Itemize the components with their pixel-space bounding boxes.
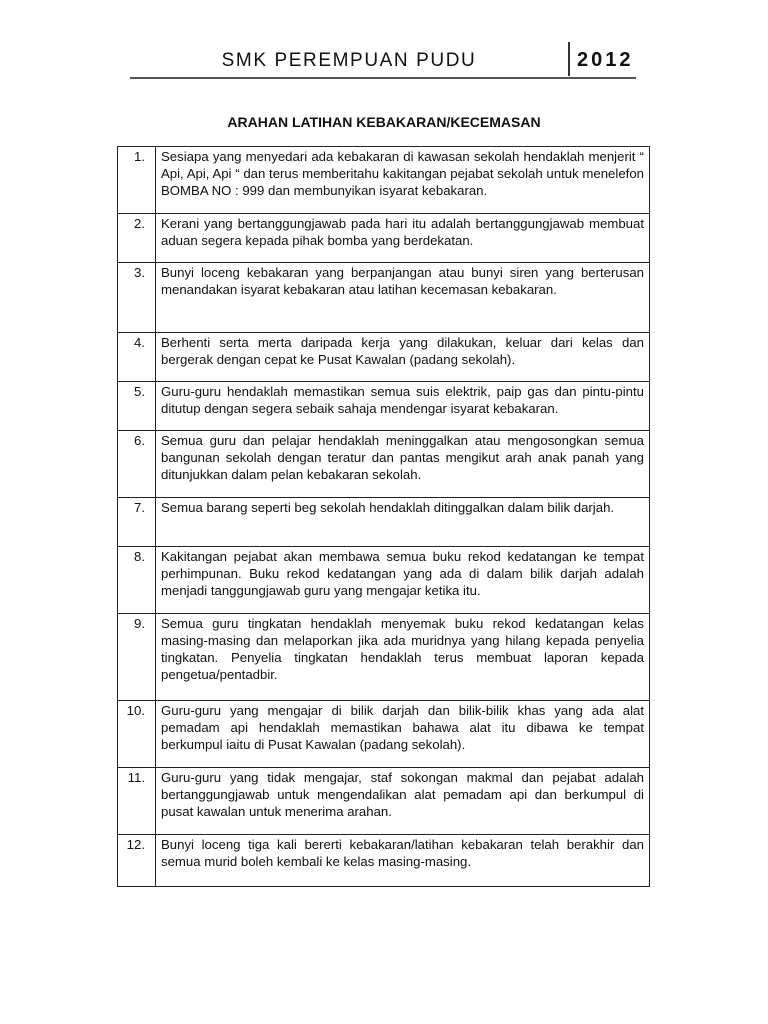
item-text: Semua barang seperti beg sekolah hendaklah ditinggalkan dalam bilik darjah.: [156, 498, 650, 547]
item-number: 8.: [118, 547, 156, 614]
instructions-table: [117, 146, 650, 887]
item-number: 2.: [118, 214, 156, 263]
page-header: [130, 40, 636, 80]
table-row: [118, 147, 650, 214]
header-divider: [568, 42, 570, 76]
table-row: [118, 701, 650, 768]
table-row: [118, 614, 650, 701]
table-row: [118, 835, 650, 887]
table-row: [118, 431, 650, 498]
item-number: 7.: [118, 498, 156, 547]
table-row: [118, 333, 650, 382]
item-text: Bunyi loceng kebakaran yang berpanjangan atau bunyi siren yang berterusan menandakan isyarat kebakaran atau latihan kecemasan kebakaran.: [156, 263, 650, 333]
item-number: 10.: [118, 701, 156, 768]
item-number: 9.: [118, 614, 156, 701]
table-row: [118, 263, 650, 333]
table-row: [118, 214, 650, 263]
item-text: Guru-guru yang tidak mengajar, staf sokongan makmal dan pejabat adalah bertanggungjawab untuk mengendalikan alat pemadam api dan berkumpul di pusat kawalan untuk menerima arahan.: [156, 768, 650, 835]
item-text: Berhenti serta merta daripada kerja yang dilakukan, keluar dari kelas dan bergerak dengan cepat ke Pusat Kawalan (padang sekolah).: [156, 333, 650, 382]
item-text: Guru-guru yang mengajar di bilik darjah dan bilik-bilik khas yang ada alat pemadam api hendaklah memastikan bahawa alat itu dibawa ke tempat berkumpul iaitu di Pusat Kawalan (padang sekolah).: [156, 701, 650, 768]
table-row: [118, 382, 650, 431]
item-number: 3.: [118, 263, 156, 333]
item-text: Semua guru tingkatan hendaklah menyemak buku rekod kedatangan kelas masing-masing dan melaporkan jika ada muridnya yang hilang kepada penyelia tingkatan. Penyelia tingkatan hendaklah terus membuat laporan kepada pengetua/pentadbir.: [156, 614, 650, 701]
item-text: Guru-guru hendaklah memastikan semua suis elektrik, paip gas dan pintu-pintu ditutup dengan segera sebaik sahaja mendengar isyarat kebakaran.: [156, 382, 650, 431]
table-row: [118, 768, 650, 835]
item-number: 11.: [118, 768, 156, 835]
document-title: ARAHAN LATIHAN KEBAKARAN/KECEMASAN: [227, 114, 541, 130]
item-number: 4.: [118, 333, 156, 382]
header-year: 2012: [577, 49, 634, 71]
header-underline: [130, 77, 636, 79]
item-text: Kakitangan pejabat akan membawa semua buku rekod kedatangan ke tempat perhimpunan. Buku rekod kedatangan yang ada di dalam bilik darjah adalah menjadi tanggungjawab guru yang mengajar ketika itu.: [156, 547, 650, 614]
table-row: [118, 498, 650, 547]
item-text: Kerani yang bertanggungjawab pada hari itu adalah bertanggungjawab membuat aduan segera kepada pihak bomba yang berdekatan.: [156, 214, 650, 263]
school-name: SMK PEREMPUAN PUDU: [221, 50, 477, 71]
item-number: 6.: [118, 431, 156, 498]
item-text: Sesiapa yang menyedari ada kebakaran di kawasan sekolah hendaklah menjerit “ Api, Api, Api “ dan terus memberitahu kakitangan pejabat sekolah untuk menelefon BOMBA NO : 999 dan membunyikan isyarat kebakaran.: [156, 147, 650, 214]
table-row: [118, 547, 650, 614]
item-number: 12.: [118, 835, 156, 887]
item-number: 5.: [118, 382, 156, 431]
item-number: 1.: [118, 147, 156, 214]
item-text: Bunyi loceng tiga kali bererti kebakaran/latihan kebakaran telah berakhir dan semua murid boleh kembali ke kelas masing-masing.: [156, 835, 650, 887]
item-text: Semua guru dan pelajar hendaklah meninggalkan atau mengosongkan semua bangunan sekolah dengan teratur dan pantas mengikut arah anak panah yang ditunjukkan dalam pelan kebakaran sekolah.: [156, 431, 650, 498]
